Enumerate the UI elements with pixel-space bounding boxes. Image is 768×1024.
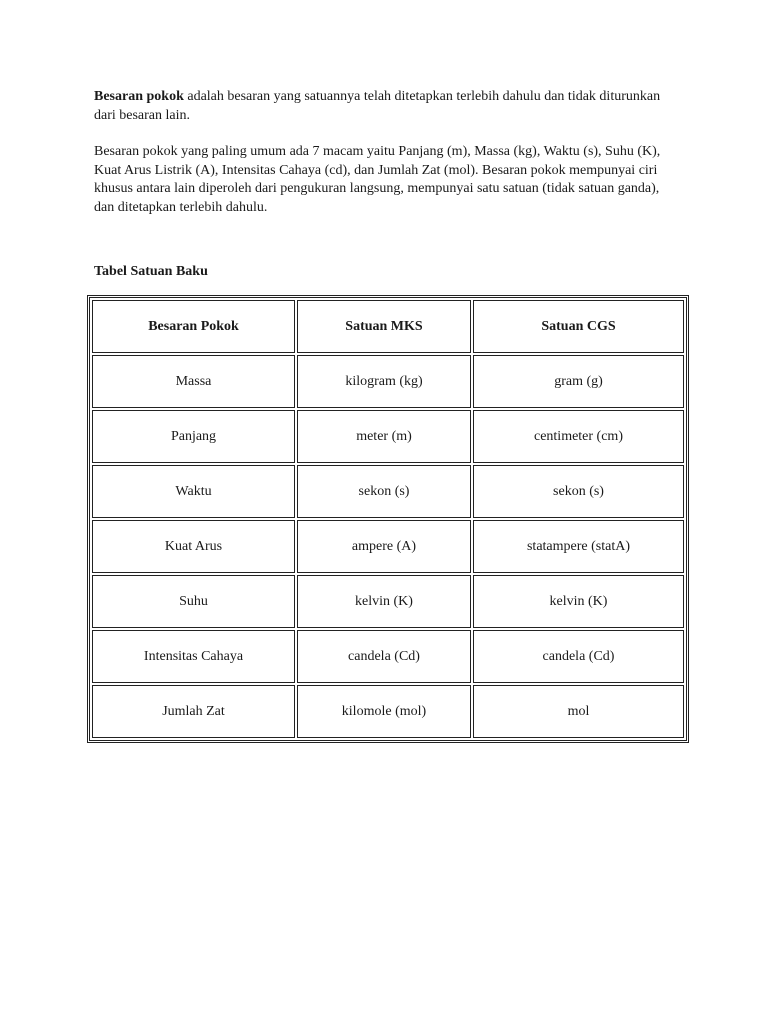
cell-mks-unit: meter (m) [297, 410, 471, 463]
table-row [92, 355, 684, 408]
table-header-row [92, 300, 684, 353]
cell-mks-unit: ampere (A) [297, 520, 471, 573]
cell-cgs-unit: mol [473, 685, 684, 738]
cell-quantity: Kuat Arus [92, 520, 295, 573]
table-row [92, 575, 684, 628]
document-page [94, 88, 694, 719]
cell-quantity: Panjang [92, 410, 295, 463]
cell-cgs-unit: statampere (statA) [473, 520, 684, 573]
cell-cgs-unit: gram (g) [473, 355, 684, 408]
header-satuan-mks: Satuan MKS [297, 300, 471, 353]
intro-paragraph [94, 88, 674, 125]
units-table-wrapper [89, 297, 687, 741]
cell-mks-unit: kilogram (kg) [297, 355, 471, 408]
cell-cgs-unit: centimeter (cm) [473, 410, 684, 463]
cell-quantity: Waktu [92, 465, 295, 518]
cell-quantity: Jumlah Zat [92, 685, 295, 738]
table-row [92, 520, 684, 573]
cell-quantity: Intensitas Cahaya [92, 630, 295, 683]
table-row [92, 465, 684, 518]
cell-mks-unit: candela (Cd) [297, 630, 471, 683]
header-satuan-cgs: Satuan CGS [473, 300, 684, 353]
table-row [92, 410, 684, 463]
table-row [92, 685, 684, 738]
cell-cgs-unit: candela (Cd) [473, 630, 684, 683]
cell-cgs-unit: sekon (s) [473, 465, 684, 518]
table-row [92, 630, 684, 683]
cell-mks-unit: kelvin (K) [297, 575, 471, 628]
table-title: Tabel Satuan Baku [94, 264, 208, 279]
cell-quantity: Massa [92, 355, 295, 408]
intro-definition: adalah besaran yang satuannya telah ditetapkan terlebih dahulu dan tidak diturunkan dari besaran lain. [94, 89, 661, 123]
cell-cgs-unit: kelvin (K) [473, 575, 684, 628]
description-paragraph: Besaran pokok yang paling umum ada 7 macam yaitu Panjang (m), Massa (kg), Waktu (s), Suhu (K), Kuat Arus Listrik (A), Intensitas Cahaya (cd), dan Jumlah Zat (mol). Besaran pokok mempunyai ciri khusus antara lain diperoleh dari pengukuran langsung, mempunyai satu satuan (tidak satuan ganda), dan ditetapkan terlebih dahulu. [94, 144, 661, 215]
cell-quantity: Suhu [92, 575, 295, 628]
intro-term: Besaran pokok [94, 89, 184, 104]
units-table [89, 297, 687, 741]
header-besaran-pokok: Besaran Pokok [92, 300, 295, 353]
cell-mks-unit: sekon (s) [297, 465, 471, 518]
cell-mks-unit: kilomole (mol) [297, 685, 471, 738]
